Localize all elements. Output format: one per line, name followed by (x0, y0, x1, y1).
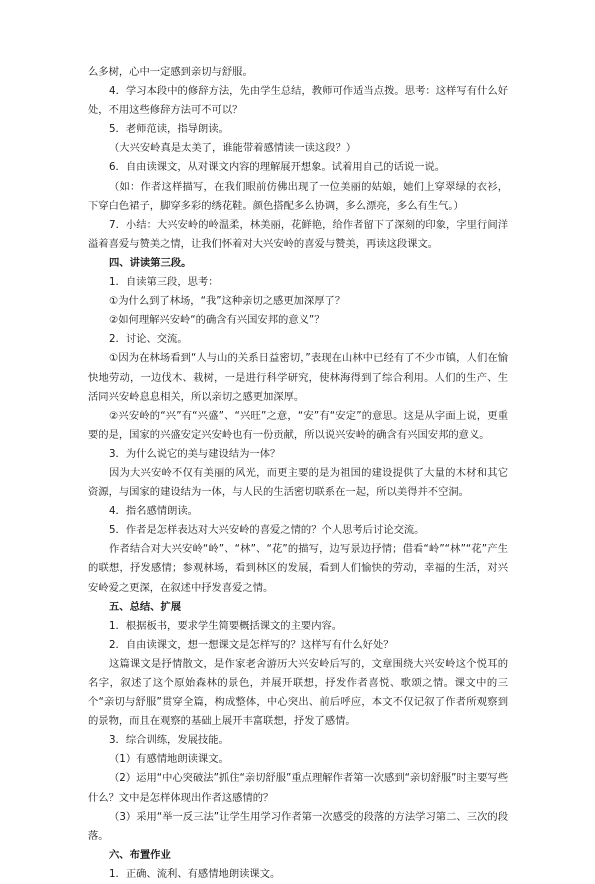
paragraph: 因为大兴安岭不仅有美丽的风光，而更主要的是为祖国的建设提供了大量的木材和其它资源，与国家的建设结为一体，与人民的生活密切联系在一起，所以美得并不空洞。 (88, 466, 508, 499)
paragraph: 么多树，心中一定感到亲切与舒服。 (88, 66, 253, 78)
paragraph: （大兴安岭真是太美了，谁能带着感情读一读这段？） (109, 142, 357, 155)
paragraph: 3．综合训练，发展技能。 (109, 734, 229, 747)
paragraph: 作者结合对大兴安岭“岭”、“林”、“花”的描写，边写景边抒情；借看“岭”“林”“花”产生的联想，抒发感情；参观林场，看到林区的发展，看到人们愉快的劳动，幸福的生活，对兴安岭爱之更深，在叙述中抒发喜爱之情。 (88, 543, 508, 594)
section-heading: 六、布置作业 (109, 848, 171, 861)
paragraph: 1．自读第三段，思考： (109, 276, 219, 289)
paragraph: （1）有感情地朗读课文。 (109, 753, 229, 766)
paragraph: 1．正确、流利、有感情地朗读课文。 (109, 867, 281, 880)
paragraph: 2．自由读课文，想一想课文是怎样写的？这样写有什么好处？ (109, 638, 394, 651)
paragraph: 6．自由读课文，从对课文内容的理解展开想象。试着用自己的话说一说。 (109, 161, 446, 174)
paragraph: ①为什么到了林场，“我”这种亲切之感更加深厚了？ (109, 295, 346, 308)
section-heading: 五、总结、扩展 (109, 600, 182, 613)
paragraph: ②兴安岭的“兴”有“兴盛”、“兴旺”之意，“安”有“安定”的意思。这是从字面上说，更重要的是，国家的兴盛安定兴安岭也有一份贡献，所以说兴安岭的确含有兴国安邦的意义。 (88, 409, 508, 441)
paragraph: （3）采用“举一反三法”让学生用学习作者第一次感受的段落的方法学习第二、三次的段落。 (88, 810, 508, 842)
paragraph: ②如何理解兴安岭“的确含有兴国安邦的意义”？ (109, 314, 325, 327)
section-heading: 四、讲读第三段。 (109, 256, 192, 269)
paragraph: 5．作者是怎样表达对大兴安岭的喜爱之情的？个人思考后讨论交流。 (109, 524, 425, 537)
paragraph: 4．学习本段中的修辞方法，先由学生总结，教师可作适当点拨。思考：这样写有什么好处，不用这些修辞方法可不可以？ (88, 85, 508, 117)
document-body (88, 63, 508, 884)
paragraph: 3．为什么说它的美与建设结为一体？ (109, 447, 281, 460)
paragraph: （2）运用“中心突破法”抓住“亲切舒服”重点理解作者第一次感到“亲切舒服”时主要写些什么？文中是怎样体现出作者这感情的？ (88, 772, 508, 804)
paragraph: 2．讨论、交流。 (109, 333, 188, 346)
paragraph: （如：作者这样描写，在我们眼前仿佛出现了一位美丽的姑娘，她们上穿翠绿的衣衫，下穿白色裙子，脚穿多彩的绣花鞋。颜色搭配多么协调，多么漂亮，多么有生气。） (88, 180, 508, 212)
paragraph: 这篇课文是抒情散文，是作家老舍游历大兴安岭后写的，文章围绕大兴安岭这个悦耳的名字，叙述了这个原始森林的景色，并展开联想，抒发作者喜悦、歌颂之情。课文中的三个“亲切与舒服”贯穿全篇，构成整体，中心突出、前后呼应，本文不仅记叙了作者所观察到的景物，而且在观察的基础上展开丰富联想，抒发了感情。 (88, 657, 508, 728)
paragraph: 1．根据板书，要求学生简要概括课文的主要内容。 (109, 619, 343, 632)
paragraph: ①因为在林场看到“人与山的关系日益密切，”表现在山林中已经有了不少市镇，人们在愉快地劳动，一边伐木、栽树，一是进行科学研究，使林海得到了综合利用。人们的生产、生活同兴安岭息息相关，所以亲切之感更加深厚。 (88, 352, 508, 403)
paragraph: 4．指名感情朗读。 (109, 505, 198, 518)
paragraph: 7．小结：大兴安岭的岭温柔，林美丽，花鲜艳，给作者留下了深刻的印象，字里行间洋溢着喜爱与赞美之情，让我们怀着对大兴安岭的喜爱与赞美，再读这段课文。 (88, 218, 508, 250)
paragraph: 5．老师范读，指导朗读。 (109, 123, 229, 136)
